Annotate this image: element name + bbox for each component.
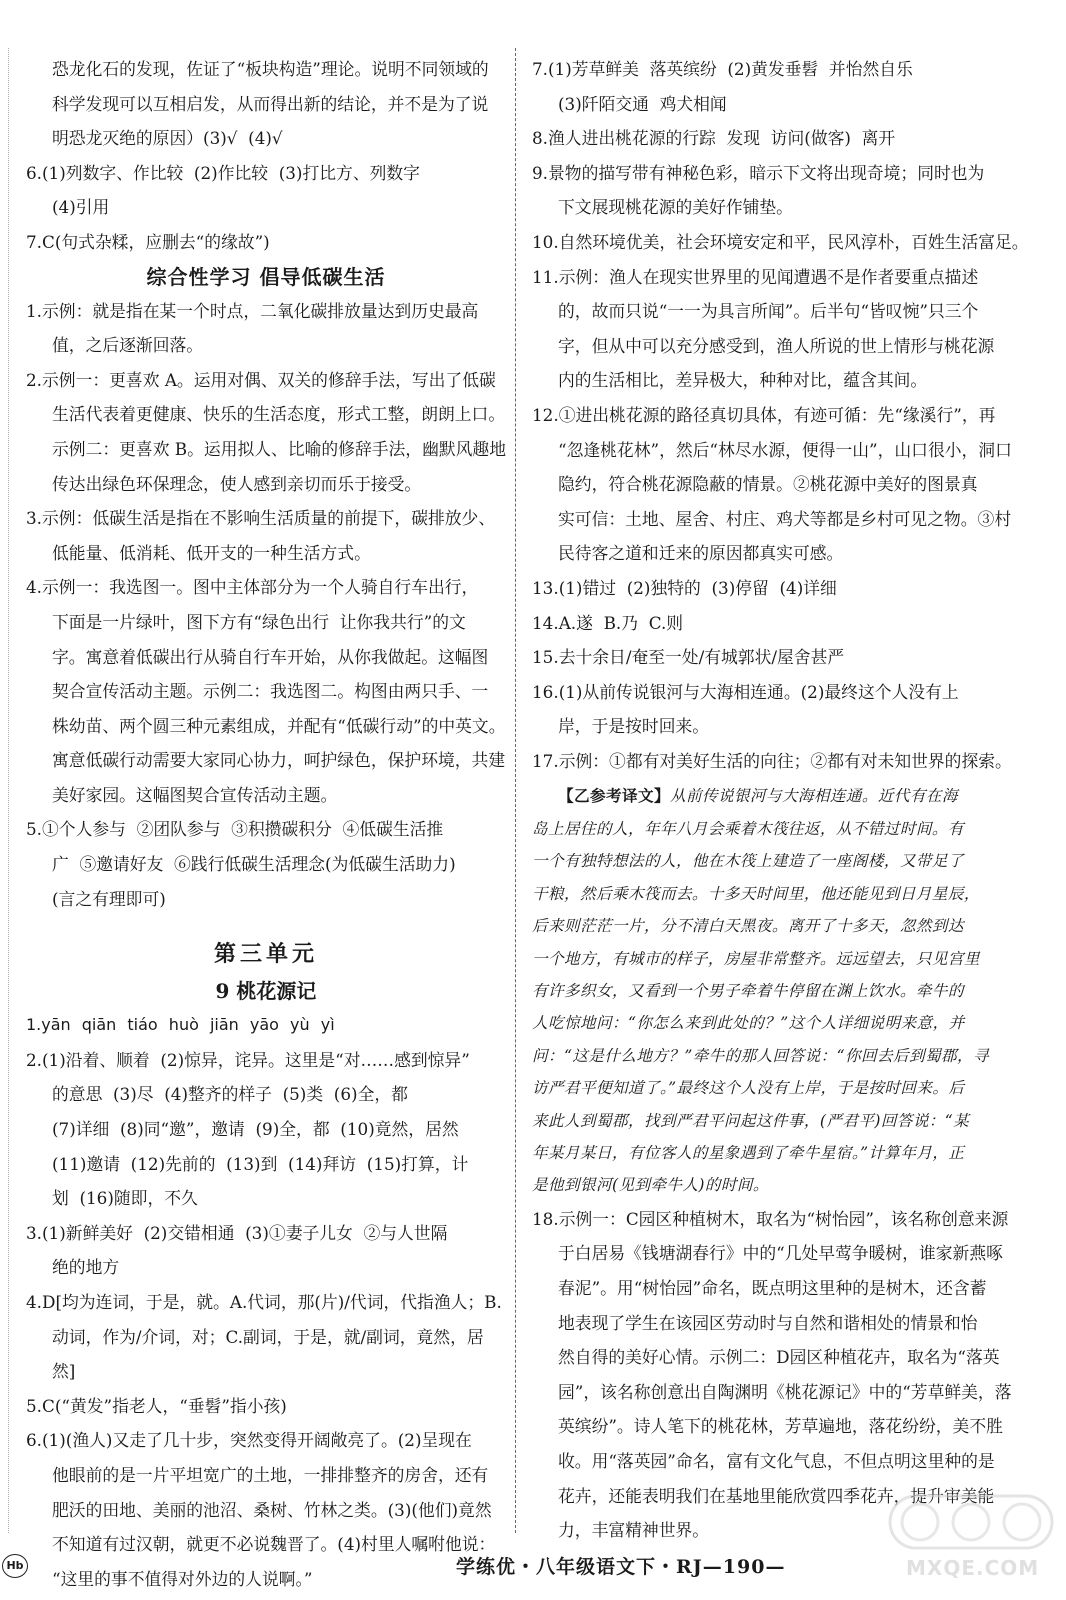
answer-line: (言之有理即可)	[52, 888, 166, 909]
answer-line: 他眼前的是一片平坦宽广的土地，一排排整齐的房舍，还有	[52, 1464, 489, 1485]
answer-line: 下面是一片绿叶，图下方有“绿色出行 让你我共行”的文	[52, 611, 466, 632]
answer-line: 然自得的美好心情。示例二：D园区种植花卉，取名为“落英	[558, 1347, 1000, 1368]
answer-line: 14.A.遂 B.乃 C.则	[532, 612, 684, 633]
answer-line: 广 ⑤邀请好友 ⑥践行低碳生活理念(为低碳生活助力)	[52, 854, 456, 875]
answer-line: 6.(1)列数字、作比较 (2)作比较 (3)打比方、列数字	[26, 162, 420, 183]
publisher-badge: Hb	[2, 1554, 28, 1578]
answer-line: 2.(1)沿着、顺着 (2)惊异，诧异。这里是“对……感到惊异”	[26, 1049, 470, 1070]
unit-heading: 第三单元	[213, 941, 318, 968]
translation-line: 后来则茫茫一片，分不清白天黑夜。离开了十多天，忽然到达	[532, 917, 964, 936]
answer-line: 绝的地方	[52, 1257, 120, 1278]
answer-line: 岸，于是按时回来。	[558, 716, 710, 737]
answer-line: 字，但从中可以充分感受到，渔人所说的世上情形与桃花源	[558, 335, 995, 356]
footer-text: 学练优・八年级语文下・RJ—190—	[456, 1556, 786, 1578]
answer-line: 力，丰富精神世界。	[558, 1520, 710, 1541]
answer-line: 下文展现桃花源的美好作铺垫。	[558, 197, 793, 218]
translation-line: 年某月某日，有位客人的星象遇到了牵牛星宿。”计算年月，正	[532, 1143, 965, 1162]
answer-line: 不知道有过汉朝，就更不必说魏晋了。(4)村里人嘱咐他说：	[52, 1534, 496, 1555]
answer-line: 的意思 (3)尽 (4)整齐的样子 (5)类 (6)全，都	[52, 1084, 408, 1105]
translation-line: 问：“这是什么地方？”牵牛的那人回答说：“你回去后到蜀郡，寻	[532, 1046, 989, 1065]
answer-line: 16.(1)从前传说银河与大海相连通。(2)最终这个人没有上	[532, 681, 959, 702]
answer-line: 6.(1)(渔人)又走了几十步，突然变得开阔敞亮了。(2)呈现在	[26, 1430, 472, 1451]
answer-line: 4.D[均为连词，于是，就。A.代词，那(片)/代词，代指渔人；B.	[26, 1292, 502, 1312]
answer-line: 8.渔人进出桃花源的行踪 发现 访问(做客) 离开	[532, 128, 896, 149]
answer-line: 园”，该名称创意出自陶渊明《桃花源记》中的“芳草鲜美，落	[558, 1381, 1012, 1402]
answer-line: 实可信：土地、屋舍、村庄、鸡犬等都是乡村可见之物。③村	[558, 508, 1012, 529]
answer-line: 春泥”。用“树怡园”命名，既点明这里种的是树木，还含蓄	[558, 1277, 987, 1298]
answer-line: 恐龙化石的发现，佐证了“板块构造”理论。说明不同领域的	[52, 59, 489, 79]
answer-line: 传达出绿色环保理念，使人感到亲切而乐于接受。	[52, 473, 422, 494]
right-column	[532, 52, 1040, 1548]
section-heading: 综合性学习 倡导低碳生活	[146, 264, 386, 289]
translation-first-line	[532, 780, 1040, 812]
answer-line: 2.示例一：更喜欢 A。运用对偶、双关的修辞手法，写出了低碳	[26, 369, 496, 390]
answer-line: 1.示例：就是指在某一个时点，二氧化碳排放量达到历史最高	[26, 300, 479, 321]
answer-line: (4)引用	[52, 197, 110, 218]
answer-line: 生活代表着更健康、快乐的生活态度，形式工整，朗朗上口。	[52, 404, 506, 425]
right-column-answers	[532, 52, 1040, 778]
answer-line: 示例二：更喜欢 B。运用拟人、比喻的修辞手法，幽默风趣地	[52, 438, 506, 459]
answer-line: 的，故而只说“一一为具言所闻”。后半句“皆叹惋”只三个	[558, 301, 979, 322]
answer-line: 5.C(“黄发”指老人，“垂髫”指小孩)	[26, 1395, 287, 1416]
column-divider	[515, 48, 516, 1533]
translation-line: 一个地方，有城市的样子，房屋非常整齐。远远望去，只见宫里	[532, 949, 980, 968]
translation-line: 访严君平便知道了。”最终这个人没有上岸，于是按时回来。后	[532, 1079, 965, 1098]
answer-line: 明恐龙灭绝的原因）(3)√ (4)√	[52, 128, 283, 149]
answer-line: “这里的事不值得对外边的人说啊。”	[52, 1568, 313, 1589]
answer-line: 肥沃的田地、美丽的池沼、桑树、竹林之类。(3)(他们)竟然	[52, 1499, 492, 1520]
left-column	[26, 52, 506, 1596]
answer-line: 7.C(句式杂糅，应删去“的缘故”)	[26, 231, 270, 252]
answer-line: 5.①个人参与 ②团队参与 ③积攒碳积分 ④低碳生活推	[26, 819, 444, 840]
translation-line: 来此人到蜀郡，找到严君平问起这件事，(严君平)回答说：“某	[532, 1111, 970, 1130]
translation-line: 岛上居住的人，年年八月会乘着木筏往返，从不错过时间。有	[532, 819, 964, 838]
answer-line: “忽逢桃花林”，然后“林尽水源，便得一山”，山口很小，洞口	[558, 439, 1012, 460]
answer-line: 7.(1)芳草鲜美 落英缤纷 (2)黄发垂髫 并怡然自乐	[532, 59, 913, 79]
translation-line: 人吃惊地问：“你怎么来到此处的？”这个人详细说明来意，并	[532, 1014, 965, 1033]
answer-line: 3.示例：低碳生活是指在不影响生活质量的前提下，碳排放少、	[26, 508, 496, 529]
answer-line: 9.景物的描写带有神秘色彩，暗示下文将出现奇境；同时也为	[532, 162, 985, 183]
translation-line: 有许多织女，又看到一个男子牵着牛停留在渊上饮水。牵牛的	[532, 981, 964, 1000]
watermark	[886, 1490, 1056, 1590]
answer-line: (11)邀请 (12)先前的 (13)到 (14)拜访 (15)打算，计	[52, 1153, 469, 1174]
translation-block	[532, 780, 1040, 1201]
answer-line: 地表现了学生在该园区劳动时与自然和谐相处的情景和怡	[558, 1312, 978, 1333]
answer-line: 值，之后逐渐回落。	[52, 335, 204, 356]
answer-line: 11.示例：渔人在现实世界里的见闻遭遇不是作者要重点描述	[532, 266, 979, 287]
answer-line: 18.示例一：C园区种植树木，取名为“树怡园”，该名称创意来源	[532, 1208, 1009, 1229]
answer-line: 内的生活相比，差异极大，种种对比，蕴含其间。	[558, 370, 928, 391]
answer-line: (3)阡陌交通 鸡犬相闻	[558, 93, 727, 114]
answer-line: 隐约，符合桃花源隐蔽的情景。②桃花源中美好的图景真	[558, 474, 978, 495]
answer-line: 花卉，还能表明我们在基地里能欣赏四季花卉，提升审美能	[558, 1485, 995, 1506]
watermark-url: MXQE.COM	[906, 1556, 1040, 1580]
answer-line: 划 (16)随即，不久	[52, 1188, 198, 1209]
answer-line: 12.①进出桃花源的路径真切具体，有迹可循：先“缘溪行”，再	[532, 404, 996, 425]
translation-tag: 【乙参考译文】	[558, 786, 670, 806]
translation-line: 是他到银河(见到牵牛人)的时间。	[532, 1176, 769, 1195]
answer-line: 4.示例一：我选图一。图中主体部分为一个人骑自行车出行，	[26, 577, 479, 598]
translation-line: 一个有独特想法的人，他在木筏上建造了一座阁楼，又带足了	[532, 852, 964, 871]
answer-line: 美好家园。这幅图契合宣传活动主题。	[52, 784, 338, 805]
answer-line: 低能量、低消耗、低开支的一种生活方式。	[52, 542, 371, 563]
answer-line: 寓意低碳行动需要大家同心协力，呵护绿色，保护环境，共建	[52, 750, 506, 771]
answer-line: 17.示例：①都有对美好生活的向往；②都有对未知世界的探索。	[532, 750, 1012, 771]
answer-line: 10.自然环境优美，社会环境安定和平，民风淳朴，百姓生活富足。	[532, 231, 1029, 252]
translation-line: 干粮，然后乘木筏而去。十多天时间里，他还能见到日月星辰，	[532, 884, 980, 903]
answer-line: 科学发现可以互相启发，从而得出新的结论，并不是为了说	[52, 93, 489, 114]
answer-line: 动词，作为/介词，对；C.副词，于是，就/副词，竟然，居然]	[52, 1326, 484, 1382]
answer-line: 于白居易《钱塘湖春行》中的“几处早莺争暖树，谁家新燕啄	[558, 1243, 1003, 1264]
answer-line: 民待客之道和迁来的原因都真实可感。	[558, 543, 844, 564]
answer-line: 株幼苗、两个圆三种元素组成，并配有“低碳行动”的中英文。	[52, 715, 506, 736]
translation-line: 从前传说银河与大海相连通。近代有在海	[669, 787, 958, 806]
answer-line: 字。寓意着低碳出行从骑自行车开始，从你我做起。这幅图	[52, 646, 489, 667]
margin-rule	[8, 48, 9, 1533]
watermark-logo	[886, 1490, 1056, 1554]
answer-line: 契合宣传活动主题。示例二：我选图二。构图由两只手、一	[52, 681, 489, 702]
answer-line: 3.(1)新鲜美好 (2)交错相通 (3)①妻子儿女 ②与人世隔	[26, 1222, 448, 1243]
pinyin-answer: 1.yān qiān tiáo huò jiān yāo yù yì	[26, 1015, 335, 1035]
answer-line: 英缤纷”。诗人笔下的桃花林，芳草遍地，落花纷纷，美不胜	[558, 1416, 1003, 1437]
answer-line: 13.(1)错过 (2)独特的 (3)停留 (4)详细	[532, 577, 837, 598]
lesson-title: 9 桃花源记	[215, 979, 317, 1004]
answer-line: 收。用“落英园”命名，富有文化气息，不但点明这里种的是	[558, 1450, 995, 1471]
translation-lines	[532, 813, 1040, 1202]
answer-line: 15.去十余日/奄至一处/有城郭状/屋舍甚严	[532, 647, 845, 668]
answer-line: (7)详细 (8)同“邀”，邀请 (9)全，都 (10)竟然，居然	[52, 1119, 459, 1140]
